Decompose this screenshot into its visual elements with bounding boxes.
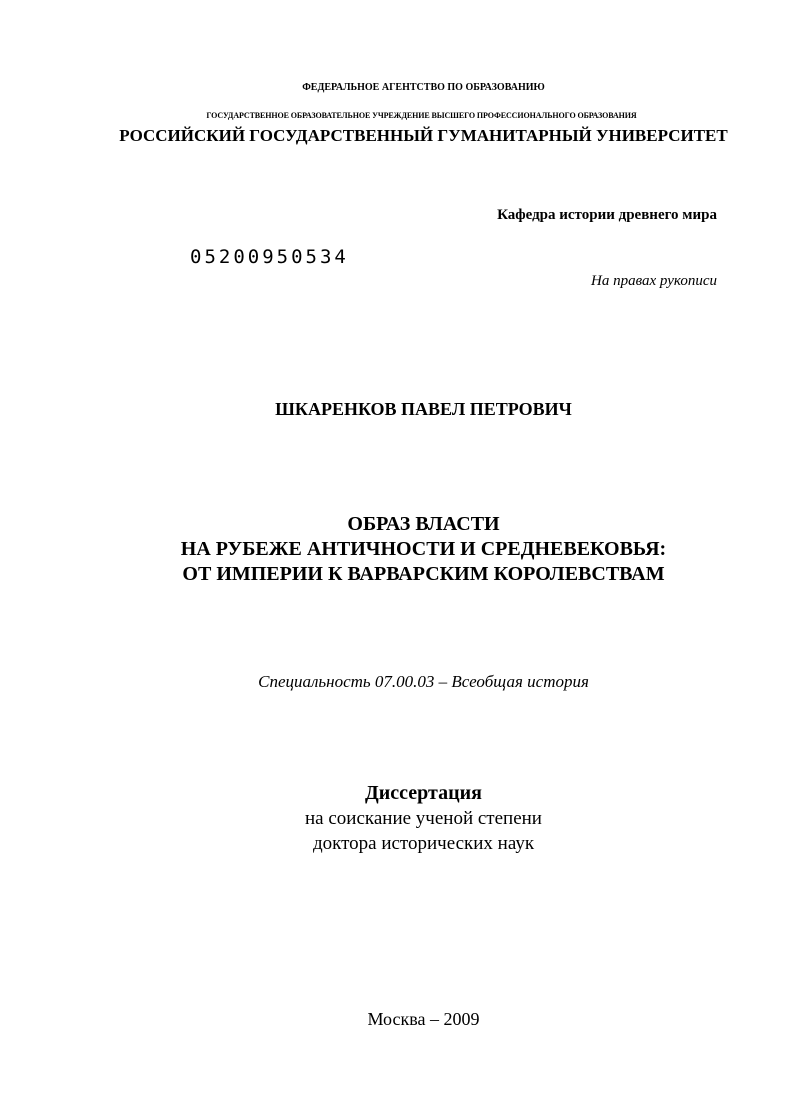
- degree-line-2: доктора исторических наук: [312, 833, 535, 854]
- dissertation-title: [25, 512, 797, 587]
- specialty: Специальность 07.00.03 – Всеобщая история: [258, 672, 589, 691]
- place-year: Москва – 2009: [367, 1009, 480, 1029]
- degree-line-1: на соискание ученой степени: [305, 808, 542, 829]
- title-line-1: ОБРАЗ ВЛАСТИ: [347, 513, 500, 535]
- manuscript-note: На правах рукописи: [591, 273, 717, 289]
- department-name: Кафедра истории древнего мира: [497, 207, 717, 223]
- degree-block: [25, 781, 797, 856]
- university-name: РОССИЙСКИЙ ГОСУДАРСТВЕННЫЙ ГУМАНИТАРНЫЙ УНИВЕРСИТЕТ: [119, 126, 728, 145]
- author-name: ШКАРЕНКОВ ПАВЕЛ ПЕТРОВИЧ: [275, 399, 572, 419]
- title-line-3: ОТ ИМПЕРИИ К ВАРВАРСКИМ КОРОЛЕВСТВАМ: [182, 563, 665, 585]
- institution-type: ГОСУДАРСТВЕННОЕ ОБРАЗОВАТЕЛЬНОЕ УЧРЕЖДЕНИЕ ВЫСШЕГО ПРОФЕССИОНАЛЬНОГО ОБРАЗОВАНИЯ: [206, 111, 637, 120]
- degree-heading: Диссертация: [365, 782, 482, 804]
- archive-number: 05200950534: [190, 246, 349, 268]
- agency-name: ФЕДЕРАЛЬНОЕ АГЕНТСТВО ПО ОБРАЗОВАНИЮ: [302, 82, 545, 93]
- title-line-2: НА РУБЕЖЕ АНТИЧНОСТИ И СРЕДНЕВЕКОВЬЯ:: [180, 538, 667, 560]
